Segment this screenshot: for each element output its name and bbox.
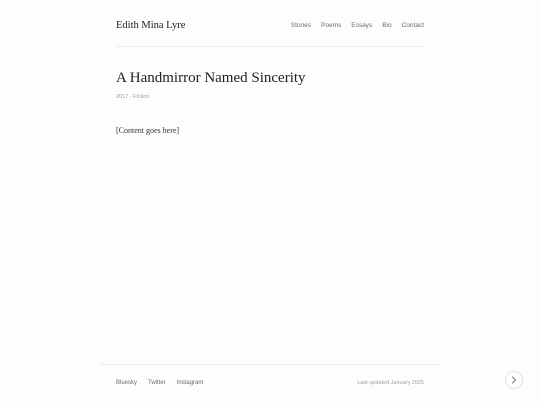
chevron-right-icon — [511, 376, 517, 384]
article-meta: 2017 · Fiction — [116, 94, 150, 100]
page-title: A Handmirror Named Sincerity — [116, 70, 306, 86]
social-links — [116, 380, 203, 386]
site-header — [116, 16, 424, 34]
main-nav — [291, 22, 424, 29]
nav-link-bio[interactable]: Bio — [382, 21, 392, 29]
footer-link-instagram[interactable]: Instagram — [176, 380, 204, 386]
nav-link-poems[interactable]: Poems — [321, 21, 342, 29]
site-name[interactable]: Edith Mina Lyre — [116, 19, 186, 31]
nav-link-essays[interactable]: Essays — [351, 21, 373, 29]
header-divider — [116, 46, 424, 47]
footer-link-twitter[interactable]: Twitter — [148, 380, 166, 386]
nav-link-stories[interactable]: Stories — [290, 21, 311, 29]
last-updated: Last updated January 2025 — [357, 380, 424, 386]
article-content: [Content goes here] — [116, 126, 180, 135]
nav-link-contact[interactable]: Contact — [401, 21, 424, 29]
footer-link-bluesky[interactable]: Bluesky — [116, 380, 138, 386]
next-page-button[interactable] — [505, 371, 523, 389]
footer-divider — [100, 364, 440, 365]
